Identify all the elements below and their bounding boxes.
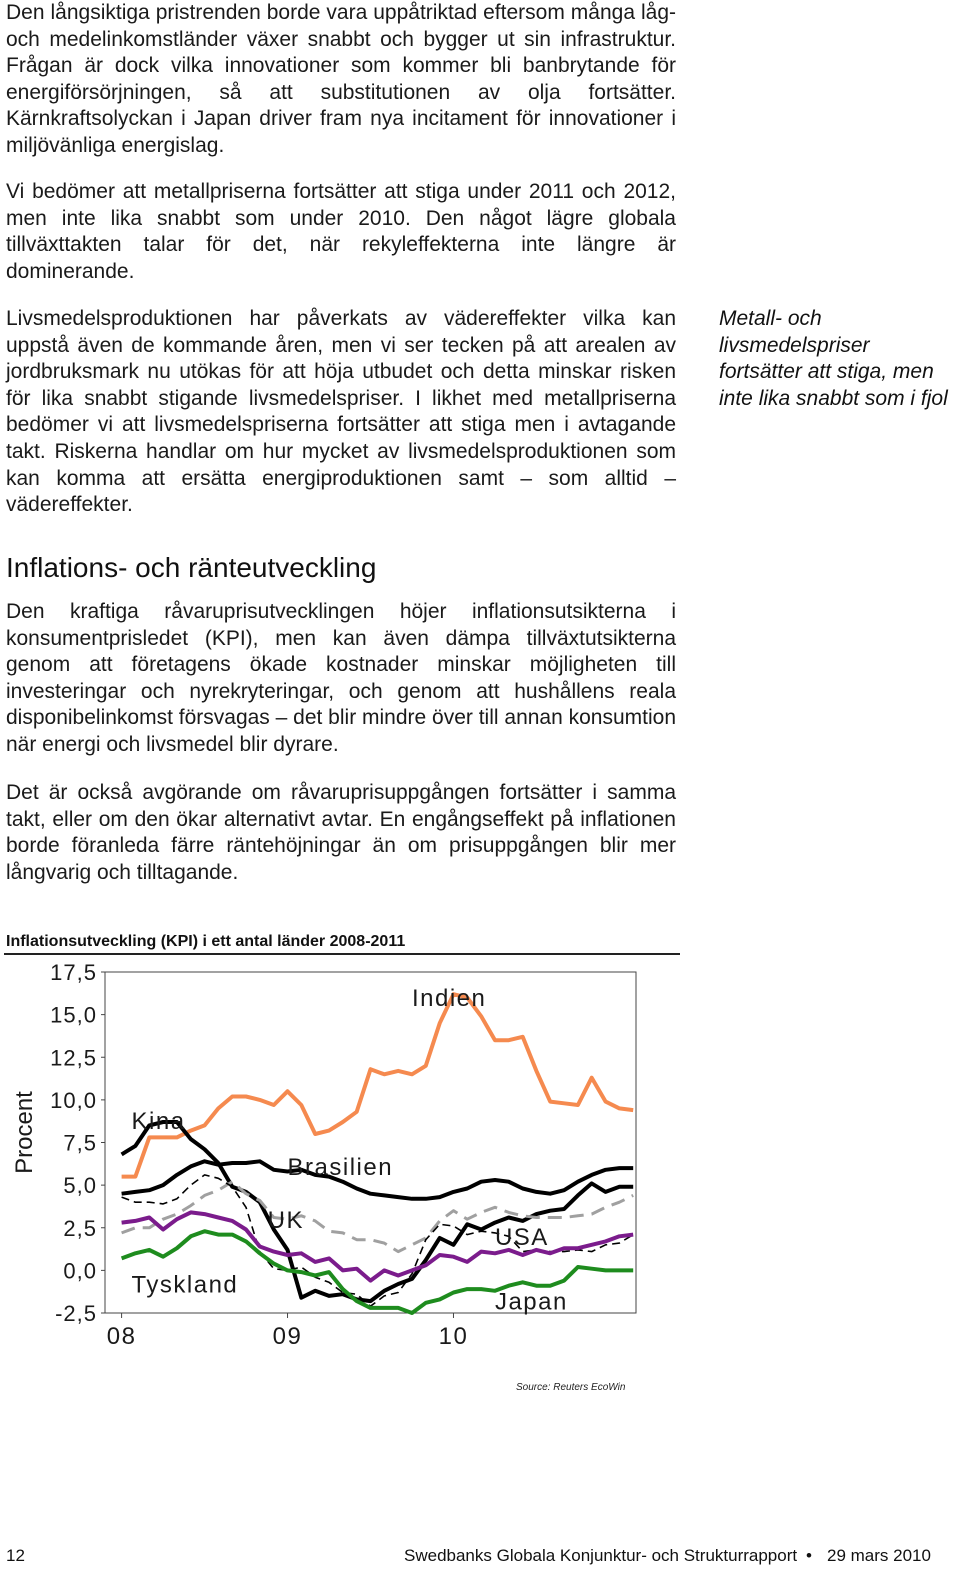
series-label-indien: Indien <box>411 985 487 1013</box>
section-heading: Inflations- och ränteutveckling <box>6 552 377 583</box>
chart-source: Source: Reuters EcoWin <box>516 1382 626 1393</box>
intro-paragraph: Den långsiktiga pristrenden borde vara uppåtriktad eftersom många låg- och medelinkomstländer växer snabbt och bygger ut sin infrastruktur. Frågan är dock vilka innovationer som kommer bli banbrytande för energiförsörjningen, så att substitutionen av olja fortsätter. Kärnkraftsolyckan i Japan driver fram nya incitament för innovationer i miljövänliga energislag. <box>6 1 676 157</box>
series-label-brasilien: Brasilien <box>287 1153 394 1181</box>
series-label-tyskland: Tyskland <box>131 1271 239 1299</box>
inflation-chart <box>0 955 680 1375</box>
y-tick-label: 5,0 <box>63 1173 97 1199</box>
y-tick-label: 17,5 <box>50 960 97 985</box>
y-tick-label: 0,0 <box>63 1258 97 1284</box>
series-label-japan: Japan <box>494 1288 568 1316</box>
commodity-paragraph: Det är också avgörande om råvaruprisuppgången fortsätter i samma takt, eller om den ökar alternativt avtar. En engångseffekt på inflationen borde föranleda färre räntehöjningar än om prisuppgången blir mer långvarig och tilltagande. <box>6 781 676 884</box>
series-label-usa: USA <box>494 1223 549 1251</box>
x-tick-label: 10 <box>438 1323 469 1350</box>
plot-frame <box>105 972 636 1313</box>
series-line-indien <box>122 994 634 1176</box>
x-tick-label: 09 <box>272 1323 303 1350</box>
metals-paragraph: Vi bedömer att metallpriserna fortsätter att stiga under 2011 och 2012, men inte lika snabbt som under 2010. Den något lägre globala tillväxttakten talar för det, när rekyleffekterna inte längre är dominerande. <box>6 180 676 283</box>
y-axis-label: Procent <box>11 1091 38 1174</box>
series-label-uk: UK <box>267 1206 304 1234</box>
margin-note: Metall- och livsmedelspriser fortsätter att stiga, men inte lika snabbt som i fjol <box>719 307 948 410</box>
y-tick-label: 7,5 <box>63 1130 97 1156</box>
series-line-tyskland <box>122 1212 634 1280</box>
y-tick-label: 2,5 <box>63 1215 97 1241</box>
publication-date: 29 mars 2010 <box>827 1546 931 1565</box>
y-tick-label: 10,0 <box>50 1087 97 1113</box>
publication-title: Swedbanks Globala Konjunktur- och Strukturrapport <box>404 1546 798 1565</box>
food-paragraph: Livsmedelsproduktionen har påverkats av vädereffekter vilka kan uppstå även de kommande åren, men vi ser tecken på att arealen av jordbruksmark nu utökas för att höja utbudet och detta minskar risken för lika snabbt stigande livsmedelspriser. I likhet med metallpriserna bedömer vi att livsmedelspriserna fortsätter att stiga men i avtagande takt. Riskerna handlar om hur mycket av livsmedelsproduktionen som kan komma att ersätta energiproduktionen samt – som alltid – vädereffekter. <box>6 307 676 517</box>
y-tick-label: 15,0 <box>50 1002 97 1028</box>
chart-title: Inflationsutveckling (KPI) i ett antal länder 2008-2011 <box>6 933 406 950</box>
x-tick-label: 08 <box>106 1323 137 1350</box>
y-tick-label: -2,5 <box>55 1301 97 1326</box>
y-tick-label: 12,5 <box>50 1045 97 1071</box>
footer-bullet: • <box>806 1546 812 1565</box>
series-label-kina: Kina <box>131 1107 186 1135</box>
inflation-paragraph: Den kraftiga råvaruprisutvecklingen höjer inflationsutsikterna i konsumentprisledet (KPI), men kan även dämpa tillväxtutsikterna genom att företagens ökade kostnader minskar möjligheten till investeringar och nyrekryteringar, och genom att hushållens reala disponibelinkomst försvagas – det blir mindre över till annan konsumtion när energi och livsmedel blir dyrare. <box>6 600 677 756</box>
page-number: 12 <box>6 1546 25 1565</box>
